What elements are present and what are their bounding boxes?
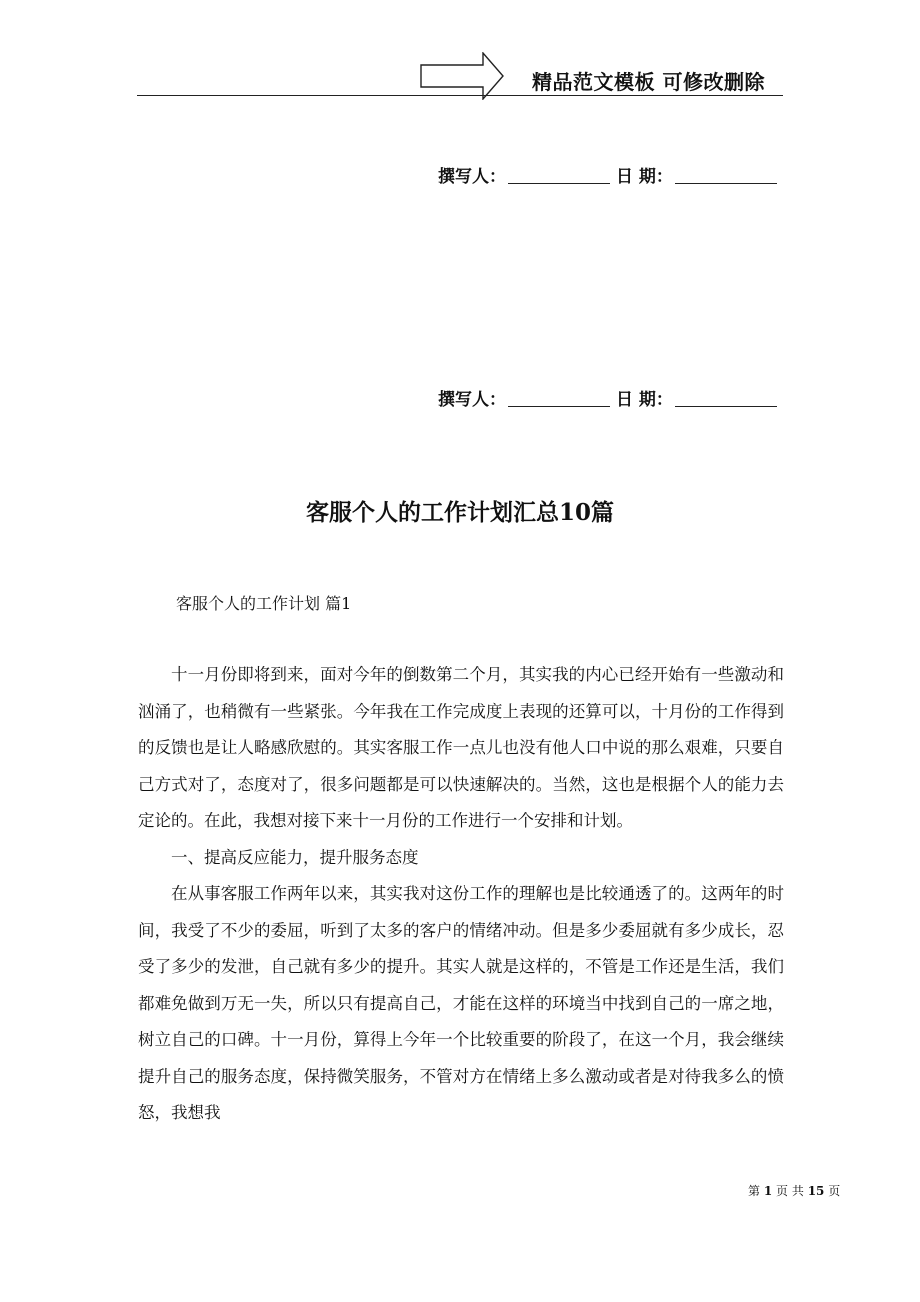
author-label: 撰写人：	[438, 167, 506, 187]
document-title: 客服个人的工作计划汇总10篇	[305, 499, 614, 526]
date-label: 日 期：	[616, 390, 673, 410]
header-divider	[137, 95, 783, 96]
page-footer	[748, 1182, 840, 1199]
author-blank-field[interactable]	[508, 388, 610, 407]
paragraph: 十一月份即将到来，面对今年的倒数第二个月，其实我的内心已经开始有一些激动和汹涌了，也稍微有一些紧张。今年我在工作完成度上表现的还算可以，十月份的工作得到的反馈也是让人略感欣慰的。其实客服工作一点儿也没有他人口中说的那么艰难，只要自己方式对了，态度对了，很多问题都是可以快速解决的。当然，这也是根据个人的能力去定论的。在此，我想对接下来十一月份的工作进行一个安排和计划。	[138, 665, 784, 830]
header-title: 精品范文模板 可修改删除	[532, 70, 765, 94]
signature-block-1	[438, 162, 779, 187]
signature-block-2	[438, 385, 779, 410]
footer-suffix: 页	[828, 1184, 841, 1198]
footer-middle: 页 共	[776, 1184, 804, 1198]
arrow-right-icon	[420, 52, 504, 100]
footer-prefix: 第	[748, 1184, 761, 1198]
total-pages-number: 15	[807, 1184, 825, 1198]
date-blank-field[interactable]	[675, 165, 777, 184]
paragraph: 在从事客服工作两年以来，其实我对这份工作的理解也是比较通透了的。这两年的时间，我受了不少的委屈，听到了太多的客户的情绪冲动。但是多少委屈就有多少成长，忍受了多少的发泄，自己就有多少的提升。其实人就是这样的，不管是工作还是生活，我们都难免做到万无一失，所以只有提高自己，才能在这样的环境当中找到自己的一席之地，树立自己的口碑。十一月份，算得上今年一个比较重要的阶段了，在这一个月，我会继续提升自己的服务态度，保持微笑服务，不管对方在情绪上多么激动或者是对待我多么的愤怒，我想我	[138, 884, 784, 1122]
current-page-number: 1	[763, 1184, 773, 1198]
section-heading: 客服个人的工作计划 篇1	[176, 594, 352, 613]
subheading: 一、提高反应能力，提升服务态度	[171, 847, 419, 867]
document-body	[138, 657, 784, 1132]
author-blank-field[interactable]	[508, 165, 610, 184]
author-label: 撰写人：	[438, 390, 506, 410]
date-label: 日 期：	[616, 167, 673, 187]
date-blank-field[interactable]	[675, 388, 777, 407]
